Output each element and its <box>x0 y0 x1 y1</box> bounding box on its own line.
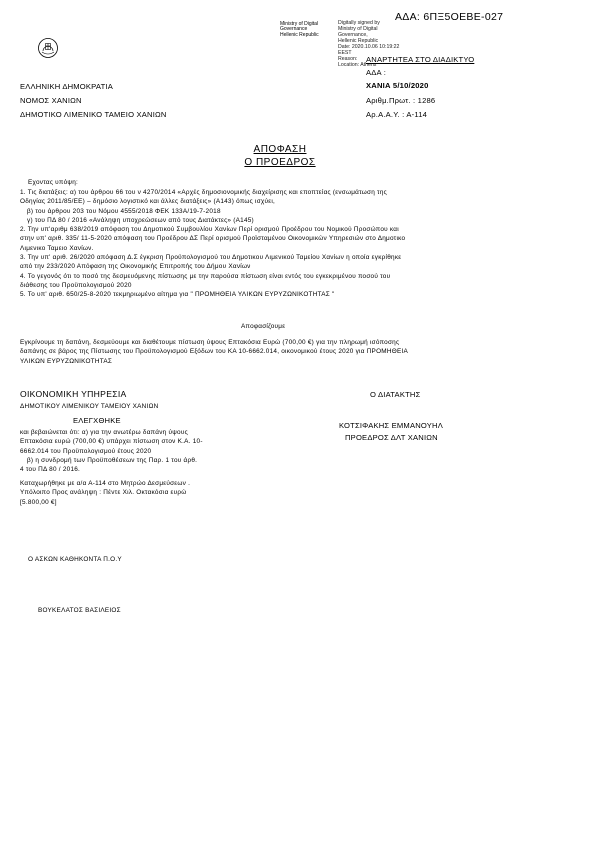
considering-line: από την 233/2020 Απόφαση της Οικονομικής Επιτροπής του Δήμου Χανίων <box>20 263 251 271</box>
considering-line: 5. Το υπ' αριθ. 650/25-8-2020 τεκμηριωμένο αίτημα για " ΠΡΟΜΗΘΕΙΑ ΥΛΙΚΩΝ ΕΥΡΥΖΩΝΙΚΟΤΗΤΑΣ " <box>20 291 335 299</box>
decide-label: Αποφασίζουμε <box>241 323 286 330</box>
finance-line: Επτακόσια ευρώ (700,00 €) υπάρχει πίστωση στον Κ.Α. 10- <box>20 438 203 446</box>
signature-detail-line: Location: Athens <box>338 62 377 68</box>
considering-list <box>20 188 405 300</box>
considering-line: 3. Την υπ' αριθ. 26/2020 απόφαση Δ.Σ έγκριση Προϋπολογισμού του Δημοτικου Λιμενικού Ταμείου Χανίων η οποία εγκρίθηκε <box>20 254 402 262</box>
decision-line: Εγκρίνουμε τη δαπάνη, δεσμεύουμε και διαθέτουμε πίστωση ύψους Επτακόσια Ευρώ (700,00 €) για την πληρωμή ισόποσης <box>20 339 400 346</box>
finance-line: β) η συνδρομή των Προϋποθέσεων της Παρ. 1 του άρθ. <box>27 456 198 464</box>
finance-subtitle: ΔΗΜΟΤΙΚΟΥ ΛΙΜΕΝΙΚΟΥ ΤΑΜΕΙΟΥ ΧΑΝΙΩΝ <box>20 403 159 410</box>
considering-line: β) του άρθρου 203 του Νόμου 4555/2018 ΦΕΚ 133Α/19-7-2018 <box>27 207 221 215</box>
header-prefecture: ΝΟΜΟΣ ΧΑΝΙΩΝ <box>20 96 82 105</box>
aay-number: Αρ.Α.Α.Υ. : Α-114 <box>366 110 428 119</box>
posting-notice: ΑΝΑΡΤΗΤΕΑ ΣΤΟ ΔΙΑΔΙΚΤΥΟ <box>366 55 475 64</box>
considering-line: 2. Την υπ'αριθμ 638/2019 απόφαση του Δημοτικού Συμβουλίου Χανίων Περί ορισμού Προέδρου του Νομικού Προσώπου και <box>20 226 399 234</box>
finance-line: 4 του ΠΔ 80 / 2016. <box>20 466 81 474</box>
considering-line: Οδηγίας 2011/85/ΕΕ) – δημόσιο λογιστικό και άλλες διατάξεις» (Α143) όπως ισχύει, <box>20 198 276 206</box>
ada-top: ΑΔΑ: 6ΠΞ5ΟΕΒΕ-027 <box>395 11 504 23</box>
ada-label: ΑΔΑ : <box>366 68 387 77</box>
finance-line: και βεβαιώνεται ότι: α) για την ανωτέρω δαπάνη ύψους <box>20 429 188 436</box>
duties-title: Ο ΑΣΚΩΝ ΚΑΘΗΚΟΝΤΑ Π.Ο.Υ <box>28 556 122 563</box>
considering-line: διάθεσης του Προϋπολογισμού 2020 <box>20 281 132 289</box>
signature-line: Ministry of Digital <box>280 21 319 27</box>
finance-confirmation <box>20 428 203 474</box>
signature-line: Hellenic Republic <box>280 31 319 38</box>
signature-label <box>280 22 319 38</box>
considering-line: 1. Τις διατάξεις: α) του άρθρου 66 του ν 4270/2014 «Αρχές δημοσιονομικής διαχείρισης και εποπτείας (ενσωμάτωση της <box>20 189 387 196</box>
considering-line: στην υπ' αριθ. 335/ 11-5-2020 απόφαση του Προέδρου ΔΣ Περί ορισμού Προϊσταμένου Οικονομικών Υπηρεσιών στο Δημοτικο <box>20 235 406 243</box>
header-organization: ΔΗΜΟΤΙΚΟ ΛΙΜΕΝΙΚΟ ΤΑΜΕΙΟ ΧΑΝΙΩΝ <box>20 110 167 119</box>
signature-detail-line: Governance, <box>338 32 368 38</box>
considering-label: Εχοντας υπόψη: <box>28 179 79 186</box>
coat-of-arms-icon <box>37 37 59 59</box>
considering-line: Λιμενικο Ταμειο Χανίων. <box>20 244 94 252</box>
signature-detail-line: Ministry of Digital <box>338 26 378 32</box>
authorizer-title: Ο ΔΙΑΤΑΚΤΗΣ <box>370 390 421 399</box>
register-line: Υπόλοιπο Προς ανάληψη : Πέντε Χιλ. Οκτακόσια ευρώ <box>20 489 187 497</box>
document-title: ΑΠΟΦΑΣΗ <box>253 144 307 155</box>
signature-detail-line: Digitally signed by <box>338 20 380 26</box>
header-republic: ΕΛΛΗΝΙΚΗ ΔΗΜΟΚΡΑΤΙΑ <box>20 82 113 91</box>
signature-line: Governance <box>280 26 308 33</box>
document-date: ΧΑΝΙΑ 5/10/2020 <box>366 81 429 90</box>
signature-detail-line: Date: 2020.10.06 10:19:22 <box>338 44 400 50</box>
decision-text <box>20 338 408 366</box>
decision-line: ΥΛΙΚΩΝ ΕΥΡΥΖΩΝΙΚΟΤΗΤΑΣ <box>20 357 113 365</box>
authorizer-name: ΚΟΤΣΙΦΑΚΗΣ ΕΜΜΑΝΟΥΗΛ <box>339 421 443 430</box>
signature-detail-line: EEST <box>338 50 352 56</box>
finance-checked: ΕΛΕΓΧΘΗΚΕ <box>73 416 121 425</box>
register-line: Καταχωρήθηκε με α/α Α-114 στο Μητρώο Δεσμεύσεων . <box>20 480 191 487</box>
considering-line: 4. Το γεγονός ότι το ποσό της δεσμευόμενης πίστωσης με την παρούσα πίστωση είναι εντός του εγκεκριμένου ποσού του <box>20 272 391 280</box>
signature-detail-line: Reason: <box>338 56 358 62</box>
register-line: [5.800,00 €] <box>20 498 57 506</box>
finance-line: 6662.014 του Προϋπολογισμού έτους 2020 <box>20 447 152 455</box>
document-subtitle: Ο ΠΡΟΕΔΡΟΣ <box>244 157 316 168</box>
duties-name: ΒΟΥΚΕΛΑΤΟΣ ΒΑΣΙΛΕΙΟΣ <box>38 607 121 614</box>
authorizer-role: ΠΡΟΕΔΡΟΣ ΔΛΤ ΧΑΝΙΩΝ <box>345 433 438 442</box>
decision-line: δαπάνης σε βάρος της Πίστωσης του Προϋπολογισμού Εξόδων του ΚΑ 10-6662.014, οικονομικού έτους 2020 για ΠΡΟΜΗΘΕΙΑ <box>20 348 409 356</box>
protocol-number: Αριθμ.Πρωτ. : 1286 <box>366 96 436 105</box>
finance-register <box>20 479 190 507</box>
signature-detail-line: Hellenic Republic <box>338 38 379 44</box>
considering-line: γ) του ΠΔ 80 / 2016 «Ανάληψη υποχρεώσεων από τους Διατάκτες» (Α145) <box>27 216 254 224</box>
finance-title: ΟΙΚΟΝΟΜΙΚΗ ΥΠΗΡΕΣΙΑ <box>20 389 127 399</box>
